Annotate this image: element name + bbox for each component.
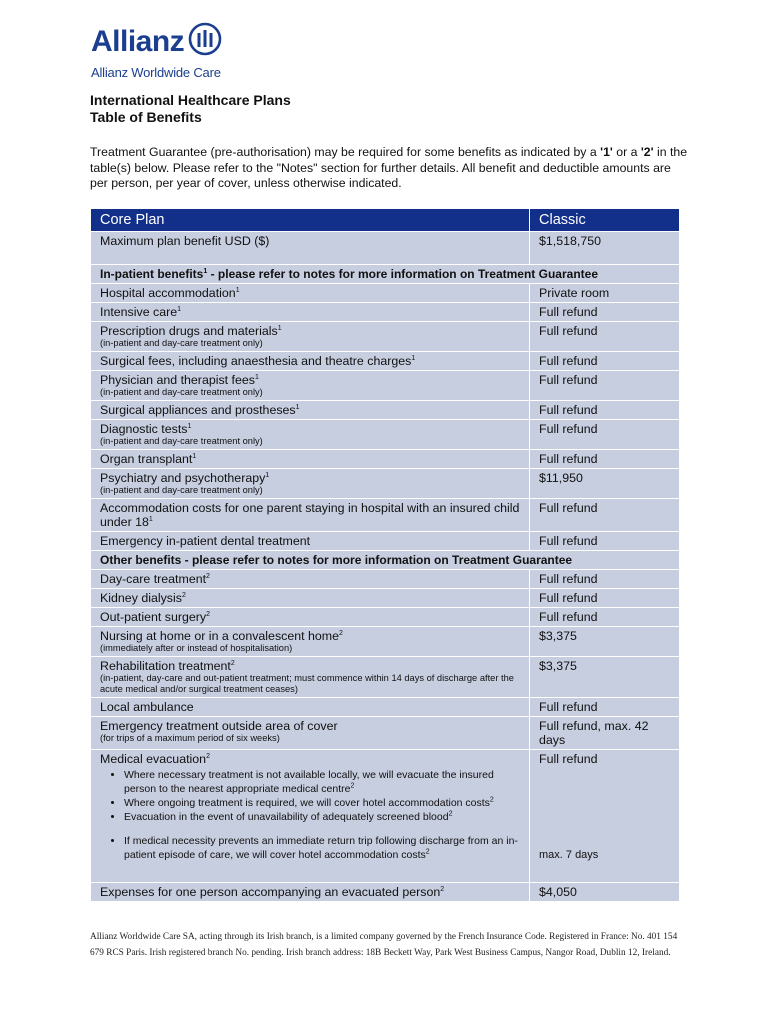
bullet-text: If medical necessity prevents an immediate return trip following discharge from an in-patient episode of care, we will cover hotel accommodation costs	[124, 835, 518, 861]
header-core-plan: Core Plan	[91, 209, 530, 232]
footnote-marker: 2	[489, 796, 494, 804]
table-row	[91, 303, 680, 322]
inpatient-label-cell-1	[91, 303, 530, 322]
header-classic: Classic	[530, 209, 680, 232]
benefit-note: (in-patient, day-care and out-patient treatment; must commence within 14 days of discharge after the acute medical and/or surgical treatment ceases)	[100, 673, 514, 694]
inpatient-title-b: - please refer to notes for more information on Treatment Guarantee	[207, 267, 598, 281]
evacuation-bullet-list	[100, 768, 520, 862]
footnote-marker: 1	[177, 305, 182, 313]
footnote-marker: 1	[277, 324, 282, 332]
inpatient-label-cell-5	[91, 401, 530, 420]
table-row	[91, 532, 680, 551]
inpatient-value-cell-3: Full refund	[530, 352, 680, 371]
document-titles	[90, 92, 291, 126]
benefit-label: Local ambulance	[100, 700, 194, 714]
other-label-cell-3	[91, 627, 530, 657]
benefit-label: Prescription drugs and materials	[100, 324, 278, 338]
benefit-label: Hospital accommodation	[100, 286, 236, 300]
benefit-label: Physician and therapist fees	[100, 373, 255, 387]
inpatient-title-sup: 1	[203, 268, 208, 275]
benefits-table	[90, 208, 680, 902]
benefit-note: (for trips of a maximum period of six weeks)	[100, 733, 280, 743]
footnote-marker: 1	[148, 515, 153, 523]
benefit-label: Accommodation costs for one parent staying in hospital with an insured child under 18	[100, 501, 520, 529]
table-row	[91, 698, 680, 717]
footnote-marker: 2	[425, 848, 430, 856]
footnote-marker: 1	[265, 471, 270, 479]
benefit-note: (in-patient and day-care treatment only)	[100, 338, 263, 348]
max-benefit-value: $1,518,750	[530, 232, 680, 265]
benefit-label: Rehabilitation treatment	[100, 659, 231, 673]
benefit-label: Day-care treatment	[100, 572, 207, 586]
inpatient-value-cell-8: $11,950	[530, 469, 680, 499]
table-row	[91, 352, 680, 371]
brand-name: Allianz	[91, 24, 185, 58]
benefit-label: Surgical fees, including anaesthesia and theatre charges	[100, 354, 412, 368]
footnote-marker: 1	[295, 403, 300, 411]
evacuation-label-cell	[91, 750, 530, 883]
max-benefit-row	[91, 232, 680, 265]
footnote-marker: 2	[206, 752, 210, 760]
accompany-label-cell-0	[91, 883, 530, 902]
intro-text-1: Treatment Guarantee (pre-authorisation) may be required for some benefits as indicated by a	[90, 145, 601, 159]
other-section-row	[91, 551, 680, 570]
evacuation-value-stack	[539, 752, 670, 880]
other-value-cell-3: $3,375	[530, 627, 680, 657]
footnote-marker: 2	[181, 591, 186, 599]
table-row	[91, 450, 680, 469]
benefit-label: Expenses for one person accompanying an evacuated person	[100, 885, 441, 899]
evacuation-value-cell	[530, 750, 680, 883]
other-label-cell-4	[91, 657, 530, 698]
other-label-cell-1	[91, 589, 530, 608]
other-label-cell-2	[91, 608, 530, 627]
accompany-value-cell-0: $4,050	[530, 883, 680, 902]
inpatient-value-cell-1: Full refund	[530, 303, 680, 322]
benefit-label: Psychiatry and psychotherapy	[100, 471, 266, 485]
benefit-note: (in-patient and day-care treatment only)	[100, 436, 263, 446]
intro-text-3: in the table(s) below. Please refer to the "Notes" section for further details. All benefit and deductible amounts are per person, per year of cover, unless otherwise indicated.	[90, 145, 688, 190]
inpatient-value-cell-5: Full refund	[530, 401, 680, 420]
inpatient-value-cell-10: Full refund	[530, 532, 680, 551]
benefit-label: Emergency treatment outside area of cover	[100, 719, 338, 733]
table-row	[91, 883, 680, 902]
benefit-label: Emergency in-patient dental treatment	[100, 534, 311, 548]
inpatient-label-cell-4	[91, 371, 530, 401]
inpatient-label-cell-7	[91, 450, 530, 469]
other-value-cell-4: $3,375	[530, 657, 680, 698]
table-row	[91, 608, 680, 627]
bullet-text: Where ongoing treatment is required, we will cover hotel accommodation costs	[124, 797, 490, 809]
benefit-note: (immediately after or instead of hospitalisation)	[100, 643, 293, 653]
benefit-label: Diagnostic tests	[100, 422, 188, 436]
evacuation-bullet	[124, 810, 520, 824]
document-subtitle: Table of Benefits	[90, 109, 202, 125]
footnote-marker: 2	[339, 629, 343, 637]
benefit-label: Nursing at home or in a convalescent home	[100, 629, 339, 643]
inpatient-label-cell-10	[91, 532, 530, 551]
table-row	[91, 589, 680, 608]
inpatient-value-cell-6: Full refund	[530, 420, 680, 450]
table-row	[91, 627, 680, 657]
inpatient-value-cell-2: Full refund	[530, 322, 680, 352]
inpatient-value-cell-4: Full refund	[530, 371, 680, 401]
table-row	[91, 401, 680, 420]
other-label-cell-0	[91, 570, 530, 589]
intro-mark-2: '2'	[640, 145, 654, 159]
other-value-cell-5: Full refund	[530, 698, 680, 717]
bullet-text: Evacuation in the event of unavailability of adequately screened blood	[124, 811, 449, 823]
bullet-text: Where necessary treatment is not available locally, we will evacuate the insured person to the nearest appropriate medical centre	[124, 769, 494, 795]
benefit-label: Kidney dialysis	[100, 591, 182, 605]
table-row	[91, 717, 680, 750]
footnote-marker: 1	[254, 373, 259, 381]
other-section-title: Other benefits - please refer to notes for more information on Treatment Guarantee	[91, 551, 680, 570]
benefit-label: Surgical appliances and prostheses	[100, 403, 296, 417]
footnote-marker: 1	[192, 452, 197, 460]
table-header-row	[91, 209, 680, 232]
benefit-label: Organ transplant	[100, 452, 193, 466]
footnote-marker: 2	[206, 610, 210, 618]
footnote-marker: 1	[411, 354, 416, 362]
brand-subtitle: Allianz Worldwide Care	[91, 65, 221, 80]
table-row	[91, 469, 680, 499]
evacuation-value: Full refund	[539, 752, 598, 766]
benefit-label: Out-patient surgery	[100, 610, 207, 624]
other-label-cell-5	[91, 698, 530, 717]
benefit-label: Intensive care	[100, 305, 178, 319]
intro-mark-1: '1'	[600, 145, 613, 159]
footnote-marker: 1	[235, 286, 240, 294]
max-benefit-label: Maximum plan benefit USD ($)	[91, 232, 530, 265]
table-row	[91, 499, 680, 532]
footnote-marker: 1	[187, 422, 192, 430]
inpatient-label-cell-2	[91, 322, 530, 352]
inpatient-label-cell-8	[91, 469, 530, 499]
table-row	[91, 657, 680, 698]
other-value-cell-2: Full refund	[530, 608, 680, 627]
footnote-marker: 2	[440, 885, 445, 893]
benefit-note: (in-patient and day-care treatment only)	[100, 485, 263, 495]
evacuation-bullet	[124, 768, 520, 796]
allianz-logo-icon	[188, 22, 222, 61]
evacuation-bullet	[124, 796, 520, 810]
other-value-cell-6: Full refund, max. 42 days	[530, 717, 680, 750]
table-row	[91, 420, 680, 450]
footnote-marker: 2	[230, 659, 235, 667]
footnote-marker: 2	[448, 810, 453, 818]
inpatient-section-title	[91, 265, 680, 284]
inpatient-label-cell-9	[91, 499, 530, 532]
other-value-cell-0: Full refund	[530, 570, 680, 589]
inpatient-label-cell-6	[91, 420, 530, 450]
table-row	[91, 284, 680, 303]
benefit-label: Medical evacuation	[100, 752, 207, 766]
inpatient-label-cell-3	[91, 352, 530, 371]
inpatient-value-cell-9: Full refund	[530, 499, 680, 532]
evacuation-value-extra: max. 7 days	[539, 849, 599, 861]
inpatient-value-cell-0: Private room	[530, 284, 680, 303]
allianz-logo	[91, 22, 222, 80]
medical-evacuation-row	[91, 750, 680, 883]
other-label-cell-6	[91, 717, 530, 750]
inpatient-title-a: In-patient benefits	[100, 267, 204, 281]
intro-text-2: or a	[612, 145, 641, 159]
footnote-marker: 2	[350, 782, 355, 790]
evacuation-bullet	[124, 834, 520, 862]
benefit-note: (in-patient and day-care treatment only)	[100, 387, 263, 397]
table-row	[91, 570, 680, 589]
other-value-cell-1: Full refund	[530, 589, 680, 608]
table-row	[91, 322, 680, 352]
inpatient-value-cell-7: Full refund	[530, 450, 680, 469]
inpatient-section-row	[91, 265, 680, 284]
inpatient-label-cell-0	[91, 284, 530, 303]
table-row	[91, 371, 680, 401]
legal-footer: Allianz Worldwide Care SA, acting through its Irish branch, is a limited company governed by the French Insurance Code. Registered in France: No. 401 154 679 RCS Paris. Irish registered branch No. pending. Irish branch address: 18B Beckett Way, Park West Business Campus, Nangor Road, Dublin 12, Ireland.	[90, 932, 678, 958]
intro-paragraph	[90, 145, 690, 192]
document-title: International Healthcare Plans	[90, 92, 291, 108]
footnote-marker: 2	[206, 572, 210, 580]
